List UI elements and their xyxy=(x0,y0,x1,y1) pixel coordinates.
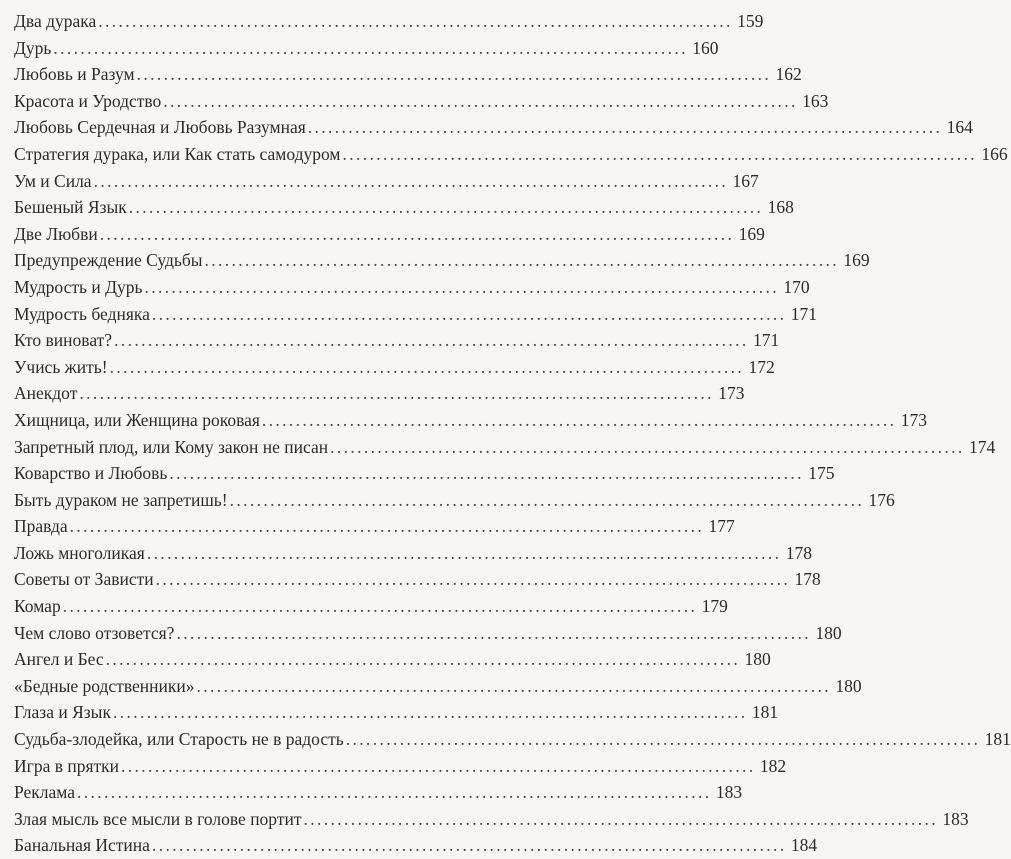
toc-entry xyxy=(14,673,862,700)
toc-entry-title: Быть дураком не запретишь! xyxy=(14,489,228,510)
toc-entry xyxy=(14,61,802,88)
dot-leader xyxy=(147,540,778,567)
toc-entry-page-number: 163 xyxy=(802,90,829,111)
toc-entry-page-number: 174 xyxy=(968,436,996,457)
toc-entry xyxy=(14,380,745,407)
toc-entry-page-number: 182 xyxy=(759,755,787,776)
toc-entry-title: «Бедные родственники» xyxy=(14,675,195,696)
toc-entry-page-number: 167 xyxy=(732,170,759,191)
toc-entry-page-number: 164 xyxy=(946,117,973,138)
toc-entry xyxy=(14,35,719,62)
toc-entry-page-number: 171 xyxy=(752,330,780,351)
toc-entry-page-number: 183 xyxy=(942,808,969,829)
toc-entry xyxy=(14,327,780,354)
toc-entry xyxy=(14,434,996,461)
dot-leader xyxy=(163,88,794,115)
toc-entry-page-number: 169 xyxy=(843,250,870,271)
dot-leader xyxy=(100,221,731,248)
toc-entry xyxy=(14,753,787,780)
toc-entry-title: Любовь Сердечная и Любовь Разумная xyxy=(14,117,306,138)
toc-entry xyxy=(14,806,969,833)
toc-entry-title: Мудрость и Дурь xyxy=(14,276,143,297)
table-of-contents xyxy=(14,8,1011,859)
toc-entry xyxy=(14,168,759,195)
toc-entry xyxy=(14,646,771,673)
toc-entry xyxy=(14,407,928,434)
toc-entry xyxy=(14,354,775,381)
toc-entry-title: Стратегия дурака, или Как стать самодуром xyxy=(14,143,341,164)
toc-entry-title: Ангел и Бес xyxy=(14,649,104,670)
toc-entry xyxy=(14,194,794,221)
toc-entry xyxy=(14,247,870,274)
dot-leader xyxy=(330,434,961,461)
toc-entry-page-number: 179 xyxy=(701,596,728,617)
toc-entry-title: Дурь xyxy=(14,37,52,58)
dot-leader xyxy=(63,593,694,620)
dot-leader xyxy=(114,327,745,354)
toc-entry-title: Кто виноват? xyxy=(14,330,113,351)
dot-leader xyxy=(121,753,752,780)
toc-entry-page-number: 178 xyxy=(785,542,812,563)
toc-entry-page-number: 170 xyxy=(783,276,810,297)
toc-entry-page-number: 172 xyxy=(748,356,775,377)
toc-entry-page-number: 168 xyxy=(767,197,794,218)
toc-entry-title: Комар xyxy=(14,596,61,617)
toc-entry-title: Два дурака xyxy=(14,11,97,31)
toc-entry-title: Бешеный Язык xyxy=(14,197,127,218)
toc-entry xyxy=(14,8,764,35)
toc-entry-title: Предупреждение Судьбы xyxy=(14,250,203,271)
toc-entry-page-number: 162 xyxy=(775,64,802,85)
toc-entry xyxy=(14,114,973,141)
toc-entry-page-number: 175 xyxy=(808,463,835,484)
toc-entry-title: Запретный плод, или Кому закон не писан xyxy=(14,436,329,457)
toc-entry-title: Игра в прятки xyxy=(14,755,120,776)
dot-leader xyxy=(262,407,893,434)
toc-entry-page-number: 180 xyxy=(835,675,862,696)
toc-entry-page-number: 181 xyxy=(751,702,779,723)
toc-entry-title: Любовь и Разум xyxy=(14,64,135,85)
toc-entry-page-number: 159 xyxy=(737,11,764,31)
toc-entry xyxy=(14,726,1011,753)
toc-entry-page-number: 177 xyxy=(708,516,735,537)
dot-leader xyxy=(230,487,861,514)
toc-entry xyxy=(14,513,735,540)
toc-entry xyxy=(14,540,812,567)
dot-leader xyxy=(304,806,935,833)
dot-leader xyxy=(156,566,787,593)
toc-entry xyxy=(14,699,779,726)
dot-leader xyxy=(145,274,776,301)
toc-entry-title: Две Любви xyxy=(14,223,98,244)
dot-leader xyxy=(205,247,836,274)
toc-entry xyxy=(14,221,765,248)
dot-leader xyxy=(346,726,977,753)
toc-entry-page-number: 183 xyxy=(715,782,743,803)
dot-leader xyxy=(79,380,710,407)
toc-entry-page-number: 180 xyxy=(815,622,842,643)
toc-entry-title: Правда xyxy=(14,516,68,537)
dot-leader xyxy=(106,646,737,673)
toc-entry xyxy=(14,593,728,620)
dot-leader xyxy=(98,8,729,35)
toc-entry xyxy=(14,566,821,593)
toc-entry-title: Анекдот xyxy=(14,383,78,404)
toc-entry xyxy=(14,832,818,859)
dot-leader xyxy=(176,620,807,647)
toc-entry-page-number: 173 xyxy=(900,409,928,430)
toc-entry xyxy=(14,620,842,647)
dot-leader xyxy=(152,301,783,328)
toc-entry-title: Учись жить! xyxy=(14,356,108,377)
dot-leader xyxy=(137,61,768,88)
toc-entry-title: Коварство и Любовь xyxy=(14,463,168,484)
toc-entry-page-number: 169 xyxy=(738,223,765,244)
toc-entry-title: Банальная Истина xyxy=(14,835,150,856)
dot-leader xyxy=(77,779,708,806)
dot-leader xyxy=(94,168,725,195)
toc-entry-page-number: 181 xyxy=(984,729,1011,750)
toc-entry xyxy=(14,274,810,301)
toc-entry-title: Советы от Зависти xyxy=(14,569,154,590)
toc-entry xyxy=(14,88,829,115)
toc-entry-title: Глаза и Язык xyxy=(14,702,111,723)
dot-leader xyxy=(70,513,701,540)
dot-leader xyxy=(196,673,827,700)
toc-entry-page-number: 166 xyxy=(981,143,1008,164)
dot-leader xyxy=(343,141,974,168)
toc-entry xyxy=(14,487,895,514)
toc-entry-page-number: 171 xyxy=(790,303,818,324)
toc-entry xyxy=(14,141,1008,168)
toc-entry-page-number: 184 xyxy=(790,835,818,856)
toc-entry xyxy=(14,779,743,806)
dot-leader xyxy=(113,699,744,726)
dot-leader xyxy=(110,354,741,381)
toc-entry-page-number: 176 xyxy=(868,489,895,510)
dot-leader xyxy=(169,460,800,487)
toc-entry-title: Реклама xyxy=(14,782,75,803)
toc-entry-title: Красота и Уродство xyxy=(14,90,162,111)
toc-entry-title: Ум и Сила xyxy=(14,170,92,191)
toc-entry-title: Мудрость бедняка xyxy=(14,303,150,324)
toc-entry xyxy=(14,301,818,328)
toc-entry-title: Хищница, или Женщина роковая xyxy=(14,409,260,430)
toc-entry-page-number: 180 xyxy=(744,649,771,670)
dot-leader xyxy=(129,194,760,221)
toc-entry-title: Судьба-злодейка, или Старость не в радость xyxy=(14,729,344,750)
dot-leader xyxy=(308,114,939,141)
toc-entry-title: Ложь многоликая xyxy=(14,542,145,563)
dot-leader xyxy=(53,35,684,62)
toc-entry-title: Злая мысль все мысли в голове портит xyxy=(14,808,302,829)
toc-entry xyxy=(14,460,835,487)
toc-entry-page-number: 173 xyxy=(718,383,745,404)
dot-leader xyxy=(152,832,783,859)
toc-entry-page-number: 178 xyxy=(794,569,821,590)
toc-entry-page-number: 160 xyxy=(692,37,719,58)
toc-entry-title: Чем слово отзовется? xyxy=(14,622,175,643)
